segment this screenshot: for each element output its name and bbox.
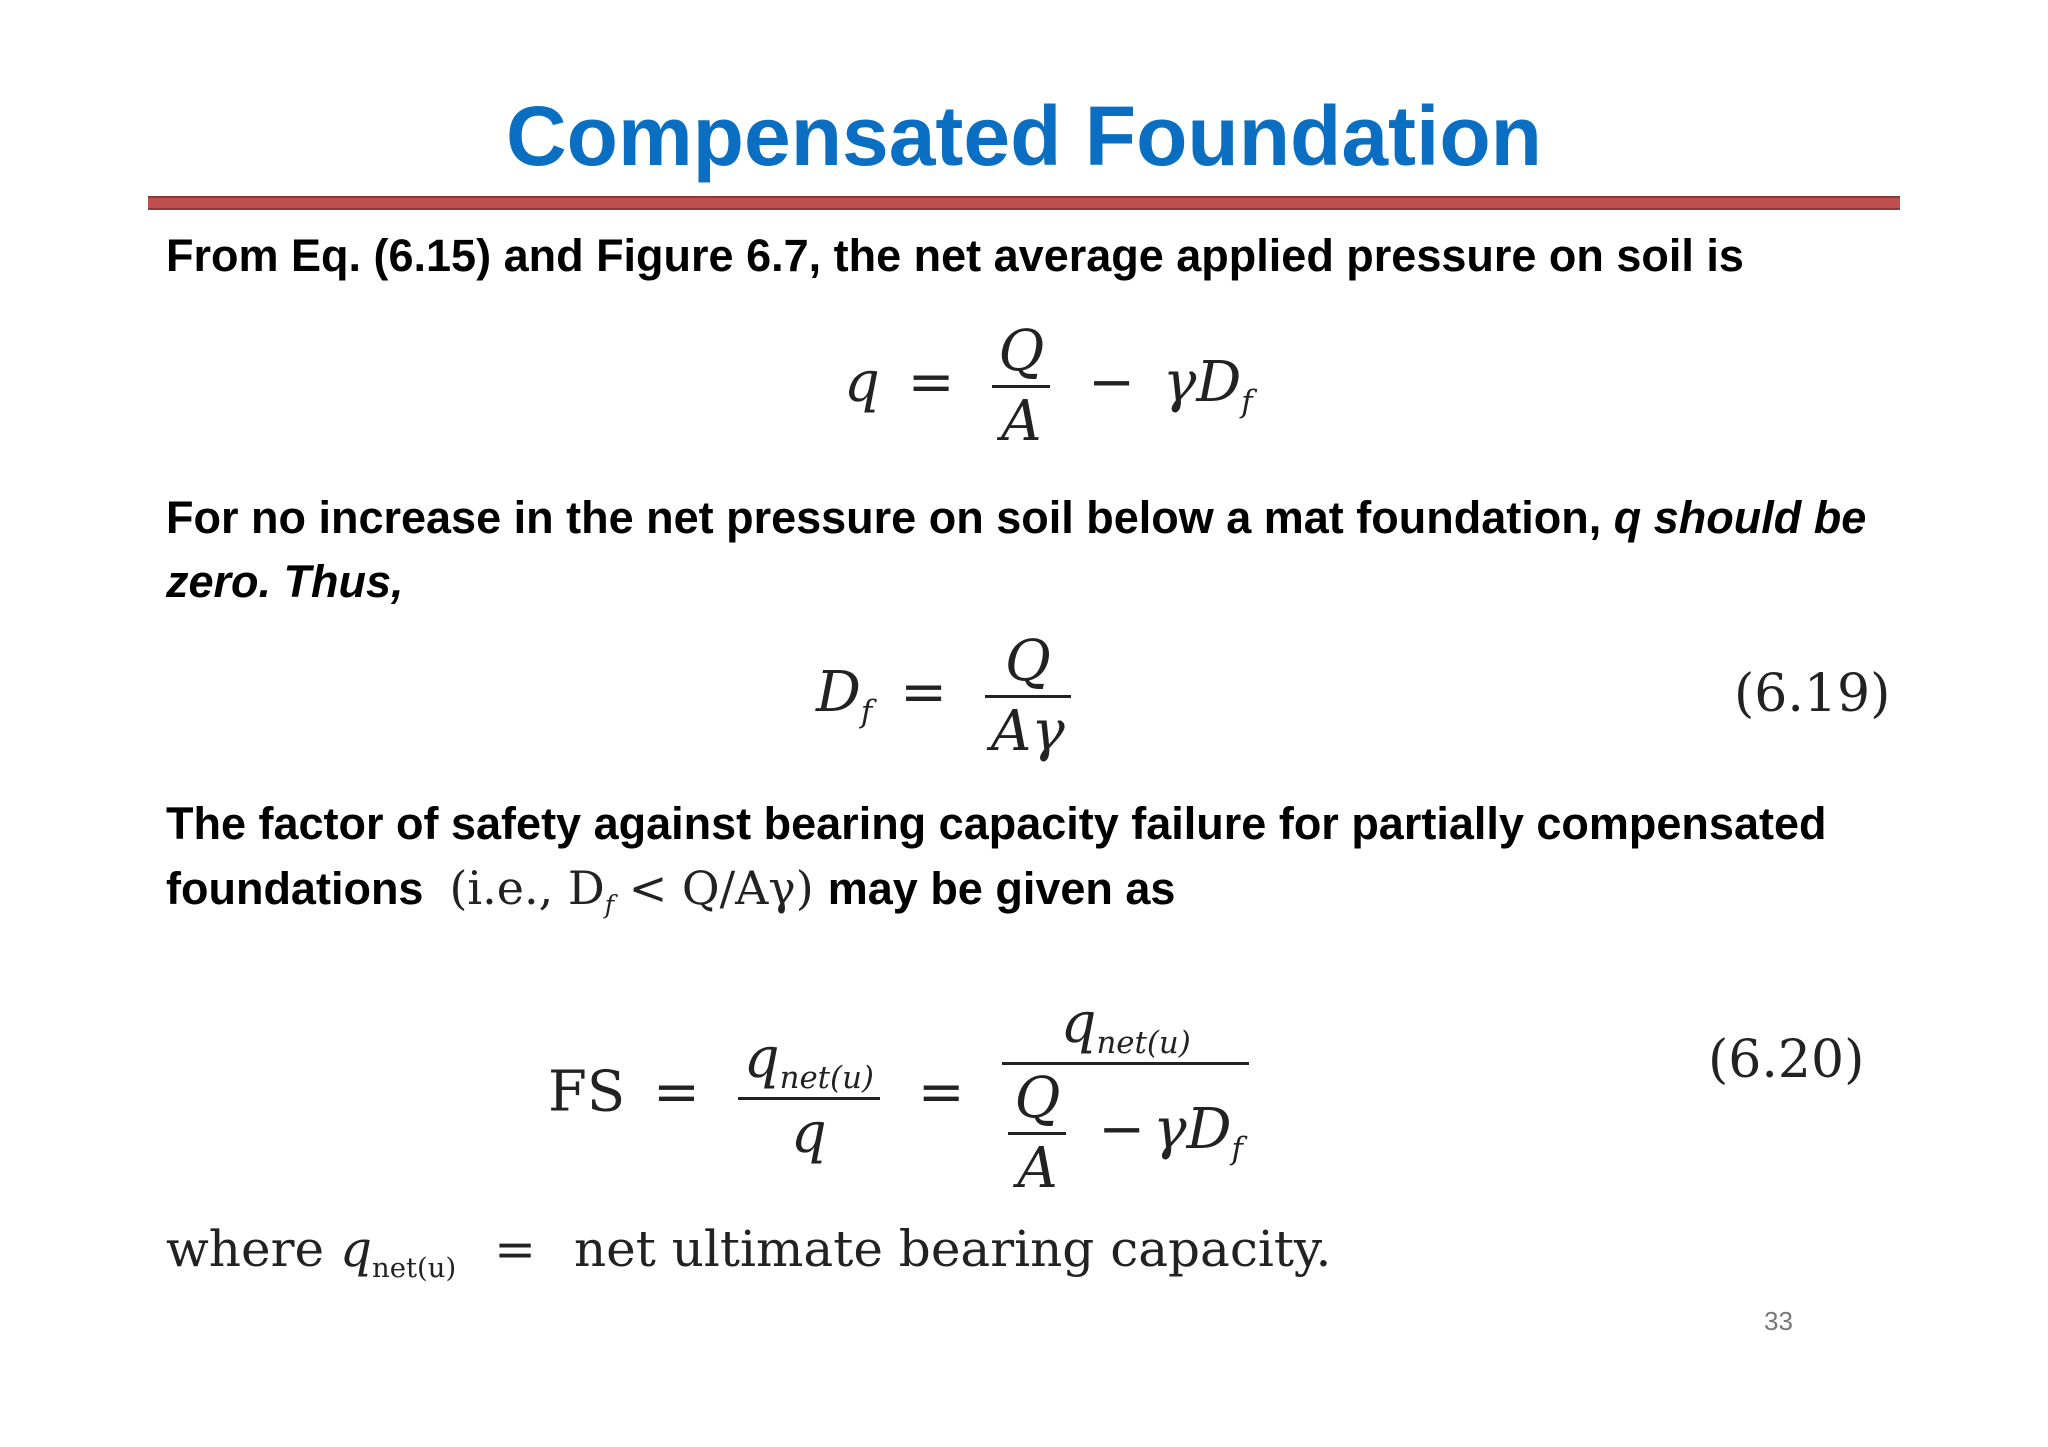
eq-symbol: q <box>844 350 880 416</box>
paragraph-net-pressure <box>166 224 1744 288</box>
eq-fraction <box>1002 990 1248 1202</box>
eq-operator: = <box>907 350 955 416</box>
definition-line <box>166 1220 1331 1284</box>
equation-6-19 <box>816 628 1081 765</box>
eq-subscript: net(u) <box>1096 1024 1191 1061</box>
eq-symbol: D <box>1186 1096 1232 1162</box>
inline-math-subscript: f <box>604 889 615 919</box>
eq-denominator: q <box>790 1100 827 1166</box>
page-number: 33 <box>1764 1306 1793 1336</box>
eq-operator: − <box>1088 350 1136 416</box>
inline-math <box>449 861 814 919</box>
equation-number: (6.20) <box>1708 1030 1865 1090</box>
eq-numerator: Q <box>992 318 1050 388</box>
definition-symbol: q <box>340 1220 373 1278</box>
eq-subscript: f <box>1241 383 1253 420</box>
paragraph-text: From Eq. (6.15) and Figure 6.7, the net average applied pressure on soil is <box>166 230 1744 281</box>
eq-symbol: γ <box>1153 1096 1187 1162</box>
eq-numerator <box>738 1025 880 1100</box>
eq-operator: = <box>917 1059 965 1125</box>
eq-fraction <box>985 628 1071 765</box>
equation-6-20 <box>548 990 1259 1202</box>
inline-math-text: < Q/Aγ) <box>614 861 814 915</box>
eq-subscript: f <box>860 693 873 730</box>
slide-title: Compensated Foundation <box>506 89 1542 183</box>
eq-subscript: f <box>1231 1130 1243 1167</box>
eq-numerator: Q <box>985 628 1071 698</box>
eq-denominator <box>1002 1065 1248 1202</box>
eq-fraction <box>992 318 1050 455</box>
eq-denominator: Aγ <box>990 699 1065 765</box>
paragraph-line <box>166 856 1926 937</box>
definition-text: net ultimate bearing capacity. <box>573 1220 1332 1278</box>
eq-symbol: q <box>743 1026 780 1092</box>
eq-symbol: q <box>1060 991 1097 1056</box>
paragraph-factor-of-safety <box>166 792 1926 937</box>
eq-subscript: net(u) <box>779 1059 874 1096</box>
definition-operator: = <box>494 1220 537 1278</box>
paragraph-line: The factor of safety against bearing capacity failure for partially compensated <box>166 798 1827 849</box>
equation-number: (6.19) <box>1734 664 1891 724</box>
definition-subscript: net(u) <box>372 1252 457 1284</box>
eq-fraction <box>738 1025 880 1167</box>
inline-math-text: (i.e., D <box>449 861 605 915</box>
paragraph-zero-condition <box>166 486 1886 614</box>
definition-prefix: where <box>166 1220 325 1278</box>
eq-numerator: Q <box>1008 1065 1066 1135</box>
eq-denominator: A <box>1017 1135 1058 1201</box>
eq-symbol: D <box>1196 350 1242 416</box>
eq-operator: = <box>900 660 948 726</box>
eq-operator: = <box>653 1059 700 1125</box>
equation-net-pressure <box>844 318 1253 455</box>
eq-operator: − <box>1098 1096 1146 1162</box>
eq-denominator: A <box>1001 389 1042 455</box>
eq-nested-fraction <box>1008 1065 1066 1202</box>
title-divider <box>148 196 1900 210</box>
eq-symbol: D <box>816 660 861 726</box>
eq-symbol: γ <box>1162 350 1197 416</box>
paragraph-italic-text: q should be zero. Thus, <box>166 492 1867 607</box>
eq-symbol: FS <box>548 1059 626 1125</box>
paragraph-text: foundations <box>166 863 424 914</box>
paragraph-text: may be given as <box>827 863 1176 914</box>
paragraph-text: For no increase in the net pressure on soil below a mat foundation, <box>166 492 1602 543</box>
eq-numerator <box>1002 990 1248 1065</box>
